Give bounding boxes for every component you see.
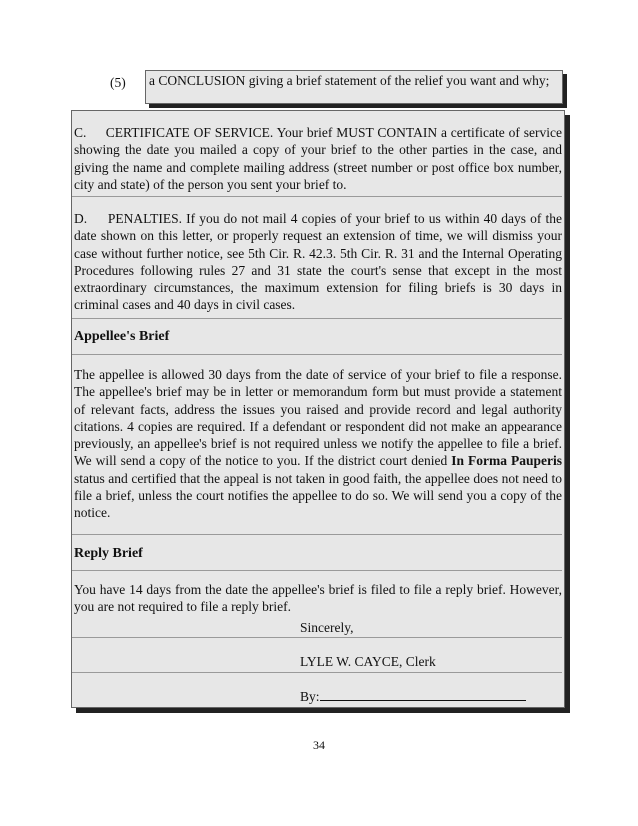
reply-brief-heading: Reply Brief <box>74 546 143 561</box>
appellee-text-before: The appellee is allowed 30 days from the date of service of your brief to file a response. The appellee's brief may be in letter or memorandum form but must provide a statement of relevant facts, address the issues you raised and provide record and legal authority citations. 4 copies are required. If a defendant or respondent did not make an appearance previously, an appellee's brief is not required unless we notify the appellee to file a brief. We will send a copy of the notice to you. If the district court denied <box>74 367 562 469</box>
reply-brief-section <box>74 581 562 616</box>
appellee-brief-section <box>74 366 562 522</box>
page-number: 34 <box>313 738 325 752</box>
appellee-text-after: status and certified that the appeal is not taken in good faith, the appellee does not need to file a brief, unless the court notifies the appellee to do so. We will send you a copy of the notice. <box>74 470 562 521</box>
divider <box>72 196 562 197</box>
penalties-text: D. PENALTIES. If you do not mail 4 copies of your brief to us within 40 days of the date shown on this letter, or properly request an extension of time, we will dismiss your case without further notice, see 5th Cir. R. 42.3. 5th Cir. R. 31 and the Internal Operating Procedures following rules 27 and 31 state the court's sense that except in the most extraordinary circumstances, the maximum extension for filing briefs is 30 days in criminal cases and 40 days in civil cases. <box>74 211 562 313</box>
penalties-section <box>74 210 562 314</box>
divider <box>72 637 562 638</box>
item-number: (5) <box>110 75 126 90</box>
divider <box>72 318 562 319</box>
conclusion-item-text: a CONCLUSION giving a brief statement of the relief you want and why; <box>149 73 550 88</box>
by-label: By: <box>300 689 320 704</box>
divider <box>72 354 562 355</box>
in-forma-pauperis-term: In Forma Pauperis <box>451 453 563 469</box>
appellee-brief-text <box>74 366 562 522</box>
closing-sincerely: Sincerely, <box>300 620 354 635</box>
divider <box>72 534 562 535</box>
divider <box>72 570 562 571</box>
signature-blank-line <box>320 688 526 701</box>
conclusion-item-box <box>145 70 563 104</box>
certificate-of-service-text: C. CERTIFICATE OF SERVICE. Your brief MUST CONTAIN a certificate of service showing the date you mailed a copy of your brief to the other parties in the case, and giving the name and complete mailing address (street number or post office box number, city and state) of the person you sent your brief to. <box>74 125 562 192</box>
signature-by-line <box>300 688 526 705</box>
reply-brief-text: You have 14 days from the date the appellee's brief is filed to file a reply brief. However, you are not required to file a reply brief. <box>74 582 562 615</box>
clerk-name: LYLE W. CAYCE, Clerk <box>300 654 436 669</box>
divider <box>72 672 562 673</box>
certificate-of-service-section <box>74 124 562 193</box>
appellee-brief-heading: Appellee's Brief <box>74 329 170 344</box>
